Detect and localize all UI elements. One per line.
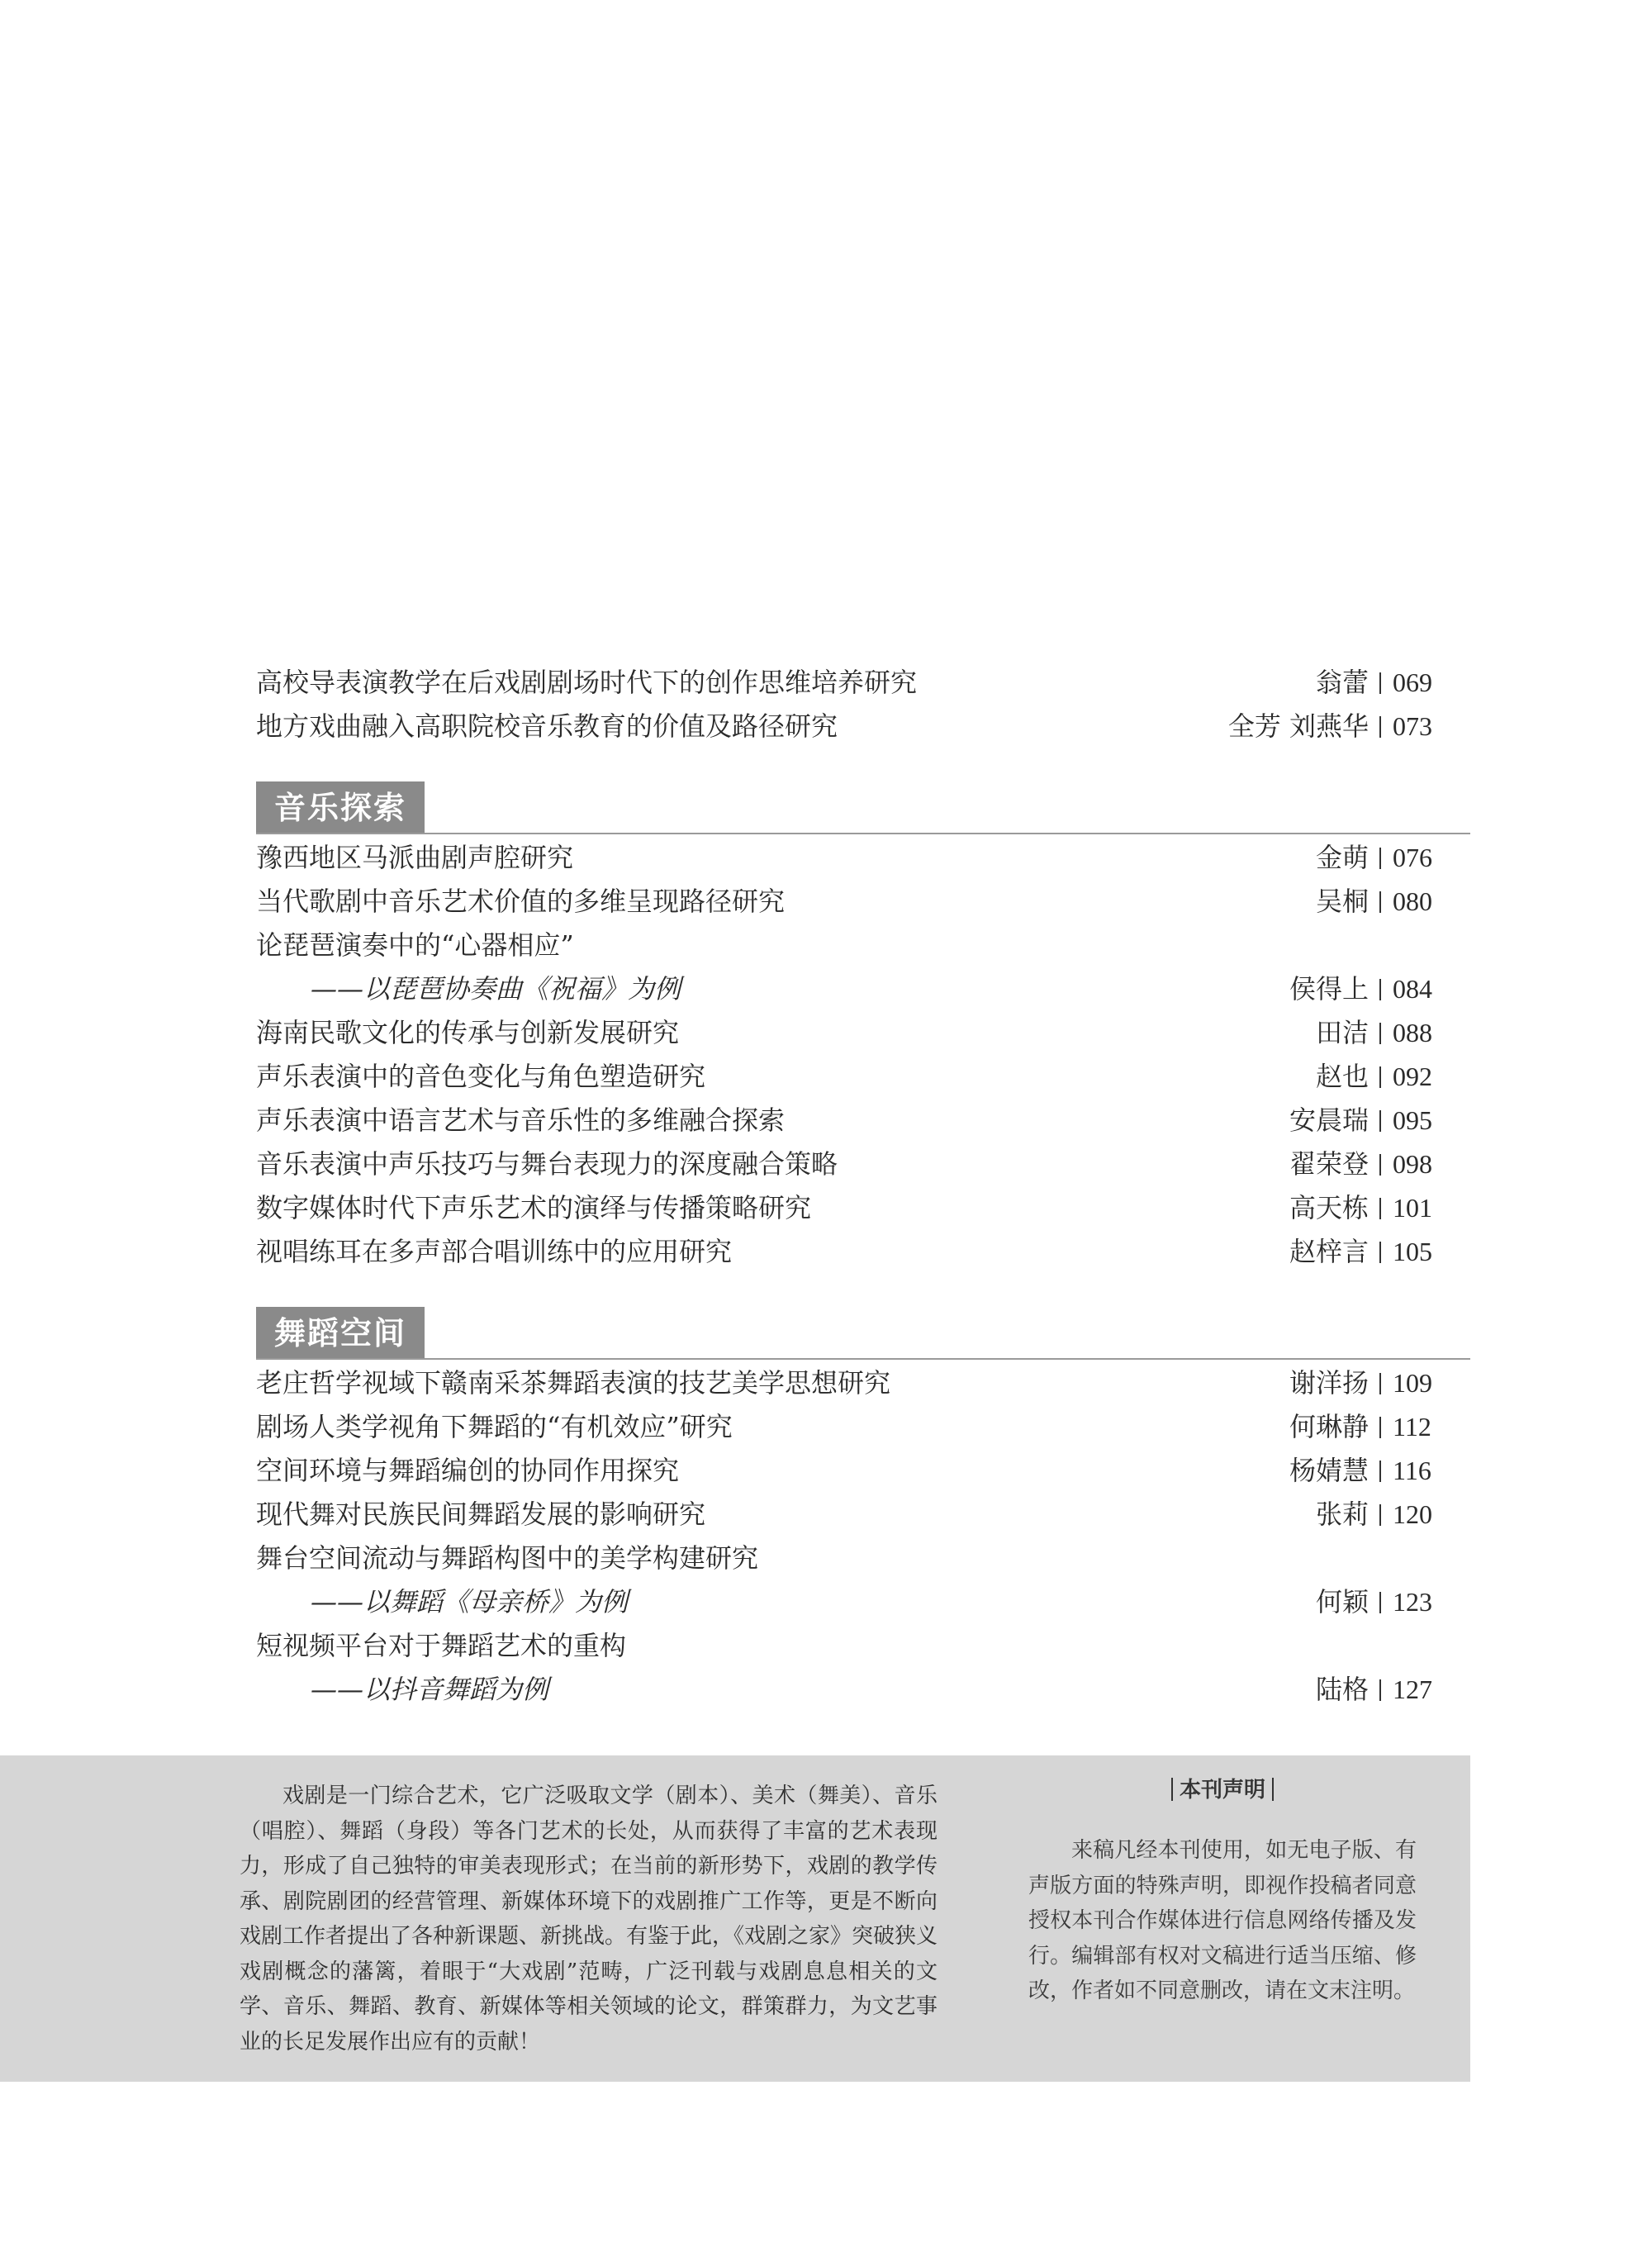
entry-author: 高天栋 [1289, 1192, 1369, 1223]
toc-entry[interactable] [256, 1361, 1470, 1405]
entry-title: 老庄哲学视域下赣南采茶舞蹈表演的技艺美学思想研究 [256, 1367, 891, 1399]
notice-title: 本刊声明 [1028, 1772, 1417, 1808]
entry-title: 声乐表演中语言艺术与音乐性的多维融合探索 [256, 1104, 786, 1136]
entry-title: 高校导表演教学在后戏剧剧场时代下的创作思维培养研究 [256, 667, 918, 698]
entry-page: 098 [1379, 1142, 1470, 1186]
entry-author: 陆格 [1315, 1674, 1369, 1705]
toc-entry[interactable] [256, 1493, 1470, 1537]
entry-author: 翁蕾 [1315, 667, 1369, 698]
entry-author: 全芳 刘燕华 [1227, 710, 1369, 742]
entry-page: 080 [1379, 880, 1470, 924]
entry-author: 谢洋扬 [1289, 1367, 1369, 1399]
entry-title: 豫西地区马派曲剧声腔研究 [256, 842, 574, 873]
toc-entry[interactable] [256, 1624, 1470, 1668]
entry-page: 073 [1379, 705, 1470, 748]
page-separator [1379, 1373, 1381, 1394]
entry-author: 何颖 [1315, 1586, 1369, 1617]
journal-intro-text: 戏剧是一门综合艺术，它广泛吸取文学（剧本）、美术（舞美）、音乐（唱腔）、舞蹈（身段）等各门艺术的长处，从而获得了丰富的艺术表现力，形成了自己独特的审美表现形式；在当前的新形势下，戏剧的教学传承、剧院剧团的经营管理、新媒体环境下的戏剧推广工作等，更是不断向戏剧工作者提出了各种新课题、新挑战。有鉴于此，《戏剧之家》突破狭义戏剧概念的藩篱，着眼于“大戏剧”范畴，广泛刊载与戏剧息息相关的文学、音乐、舞蹈、教育、新媒体等相关领域的论文，群策群力，为文艺事业的长足发展作出应有的贡献！ [240, 1784, 938, 2054]
entry-page: 101 [1379, 1186, 1470, 1230]
entry-title: 海南民歌文化的传承与创新发展研究 [256, 1017, 680, 1048]
entry-author: 安晨瑞 [1289, 1104, 1369, 1136]
toc-entry[interactable] [256, 924, 1470, 967]
toc-entry[interactable] [256, 1142, 1470, 1186]
entry-title: 当代歌剧中音乐艺术价值的多维呈现路径研究 [256, 886, 786, 917]
entry-page: 105 [1379, 1230, 1470, 1274]
toc-entry[interactable] [256, 1099, 1470, 1142]
entry-author: 张莉 [1315, 1499, 1369, 1530]
page-separator [1379, 1110, 1381, 1132]
entry-title: 数字媒体时代下声乐艺术的演绎与传播策略研究 [256, 1192, 812, 1223]
page-separator [1379, 1242, 1381, 1263]
section-heading-label: 音乐探索 [256, 781, 425, 834]
entry-page: 095 [1379, 1099, 1470, 1142]
page-separator [1379, 672, 1381, 694]
page-separator [1379, 1417, 1381, 1438]
section-divider [256, 1358, 1470, 1360]
entry-page: 112 [1379, 1405, 1470, 1449]
page-separator [1379, 891, 1381, 913]
section-heading-music [256, 781, 1470, 834]
entry-page: 088 [1379, 1011, 1470, 1055]
entry-title: 现代舞对民族民间舞蹈发展的影响研究 [256, 1499, 706, 1530]
page-separator [1379, 1592, 1381, 1613]
entry-title: 音乐表演中声乐技巧与舞台表现力的深度融合策略 [256, 1148, 838, 1180]
toc-entry[interactable] [256, 1405, 1470, 1449]
entry-title: 空间环境与舞蹈编创的协同作用探究 [256, 1455, 680, 1486]
entry-subtitle: ——以抖音舞蹈为例 [311, 1674, 549, 1705]
page-separator [1379, 1461, 1381, 1482]
toc-entry[interactable] [256, 1537, 1470, 1580]
entry-title: 视唱练耳在多声部合唱训练中的应用研究 [256, 1236, 733, 1267]
entry-title: 声乐表演中的音色变化与角色塑造研究 [256, 1061, 706, 1092]
toc-entry[interactable] [256, 967, 1470, 1011]
entry-title: 地方戏曲融入高职院校音乐教育的价值及路径研究 [256, 710, 838, 742]
entry-page: 076 [1379, 836, 1470, 880]
entry-page: 069 [1379, 661, 1470, 705]
entry-author: 杨婧慧 [1289, 1455, 1369, 1486]
page-separator [1379, 1154, 1381, 1176]
toc-entry[interactable] [256, 1668, 1470, 1712]
section-divider [256, 833, 1470, 834]
entry-page: 116 [1379, 1449, 1470, 1493]
toc-entry[interactable] [256, 705, 1470, 748]
entry-title: 剧场人类学视角下舞蹈的“有机效应”研究 [256, 1411, 733, 1442]
page-separator [1379, 1504, 1381, 1526]
journal-info-box [0, 1755, 1470, 2082]
entry-author: 金萌 [1315, 842, 1369, 873]
toc-entry[interactable] [256, 1011, 1470, 1055]
entry-author: 赵梓言 [1289, 1236, 1369, 1267]
toc-entry[interactable] [256, 661, 1470, 705]
entry-author: 侯得上 [1289, 973, 1369, 1005]
notice-bracket-left [1171, 1778, 1173, 1801]
journal-notice [1028, 1772, 1417, 2009]
page-separator [1379, 1679, 1381, 1701]
page-separator [1379, 979, 1381, 1000]
page-separator [1379, 1023, 1381, 1044]
page-separator [1379, 716, 1381, 738]
entry-subtitle: ——以琵琶协奏曲《祝福》为例 [311, 973, 681, 1005]
entry-author: 何琳静 [1289, 1411, 1369, 1442]
page-separator [1379, 848, 1381, 869]
entry-author: 吴桐 [1315, 886, 1369, 917]
section-heading-label: 舞蹈空间 [256, 1307, 425, 1360]
notice-bracket-right [1272, 1778, 1274, 1801]
entry-subtitle: ——以舞蹈《母亲桥》为例 [311, 1586, 629, 1617]
toc-entry[interactable] [256, 1186, 1470, 1230]
toc-entry[interactable] [256, 1230, 1470, 1274]
section-heading-dance [256, 1307, 1470, 1360]
toc-entry[interactable] [256, 1580, 1470, 1624]
page-separator [1379, 1066, 1381, 1088]
toc-entry[interactable] [256, 880, 1470, 924]
entry-title: 短视频平台对于舞蹈艺术的重构 [256, 1630, 627, 1661]
entry-title: 论琵琶演奏中的“心器相应” [256, 929, 574, 961]
entry-title: 舞台空间流动与舞蹈构图中的美学构建研究 [256, 1542, 759, 1574]
entry-page: 120 [1379, 1493, 1470, 1537]
entry-page: 123 [1379, 1580, 1470, 1624]
entry-author: 田洁 [1315, 1017, 1369, 1048]
page-separator [1379, 1198, 1381, 1219]
toc-entry[interactable] [256, 1449, 1470, 1493]
entry-author: 翟荣登 [1289, 1148, 1369, 1180]
toc-entry[interactable] [256, 1055, 1470, 1099]
entry-page: 092 [1379, 1055, 1470, 1099]
entry-author: 赵也 [1315, 1061, 1369, 1092]
toc-entry[interactable] [256, 836, 1470, 880]
entry-page: 109 [1379, 1361, 1470, 1405]
entry-page: 127 [1379, 1668, 1470, 1712]
entry-page: 084 [1379, 967, 1470, 1011]
notice-body: 来稿凡经本刊使用，如无电子版、有声版方面的特殊声明，即视作投稿者同意授权本刊合作媒体进行信息网络传播及发行。编辑部有权对文稿进行适当压缩、修改，作者如不同意删改，请在文末注明。 [1028, 1838, 1417, 2003]
